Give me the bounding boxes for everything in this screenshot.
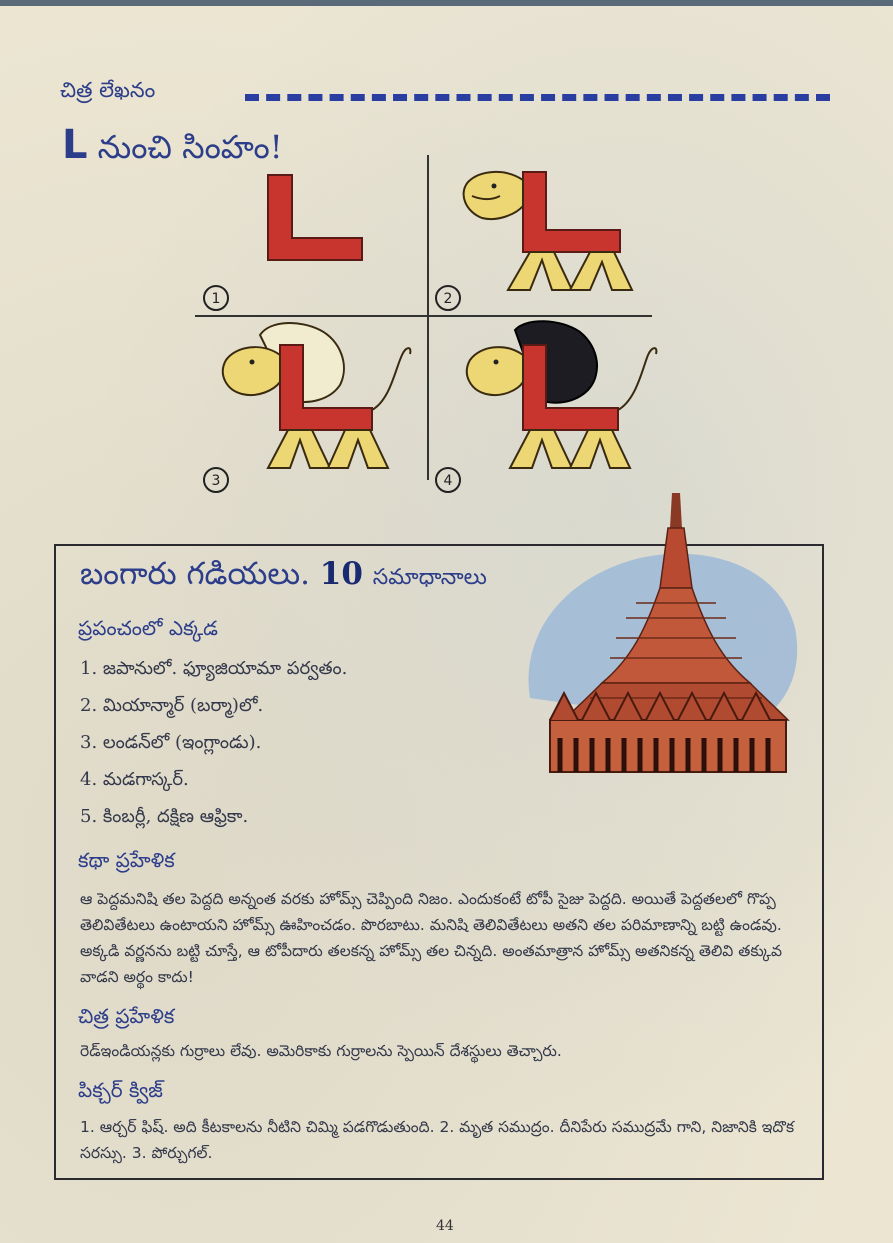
drawing-title-text: నుంచి సింహం! [97,128,283,166]
lion-drawing-steps [190,150,660,500]
drawing-title-letter: L [62,122,88,168]
story-puzzle-heading: కథా ప్రహేళిక [78,848,175,872]
page-number: 44 [436,1218,454,1234]
story-puzzle-text: ఆ పెద్దమనిషి తల పెద్దది అన్నంత వరకు హోమ్స్ చెప్పింది నిజం. ఎందుకంటే టోపీ సైజు పెద్దది. అయితే పెద్దతలలో గొప్ప తెలివితేటలు ఉంటాయని హోమ్స్ ఊహించడం. పొరబాటు. మనిషి తెలివితేటలు అతని తల పరిమాణాన్ని బట్టి ఉండవు. అక్కడి వర్ణనను బట్టి చూస్తే, ఆ టోపీదారు తలకన్న హోమ్స్ తల చిన్నది. అంతమాత్రాన హోమ్స్ అతనికన్న తెలివి తక్కువ వాడని అర్థం కాదు! [80,890,783,986]
step-3-number: 3 [211,473,221,489]
list-item: 2. మియాన్మార్ (బర్మా)లో. [80,695,264,716]
pagoda-illustration [520,488,800,788]
step-2-lion-outline [464,172,632,290]
answers-title [80,556,487,599]
section-label: చిత్ర లేఖనం [60,78,156,102]
picture-puzzle-heading: చిత్ర ప్రహేళిక [78,1004,175,1028]
section-dashed-rule [245,94,830,101]
answers-title-suffix: సమాధానాలు [372,565,487,590]
list-item: 5. కింబర్లీ, దక్షిణ ఆఫ్రికా. [80,806,249,827]
list-item: 3. లండన్‌లో (ఇంగ్లాండు). [80,732,262,753]
answers-title-main: బంగారు గడియలు. [80,556,310,592]
step-2-number: 2 [443,291,453,307]
step-4-finished-lion [467,321,657,468]
step-4-number: 4 [443,473,453,489]
list-item: 1. జపానులో. ఫ్యూజియామా పర్వతం. [80,658,348,679]
picture-quiz-text: 1. ఆర్చర్ ఫిష్. అది కీటకాలను నీటిని చిమ్మి పడగొడుతుంది. 2. మృత సముద్రం. దీనిపేరు సముద్రమే గాని, నిజానికి ఇదొక సరస్సు. 3. పోర్చుగల్. [80,1118,795,1162]
step-1-number: 1 [211,291,221,307]
answers-title-number: 10 [319,556,363,592]
top-edge [0,0,893,6]
step-1-letter-l [268,175,362,260]
where-in-world-list [80,654,347,839]
list-item: 4. మడగాస్కర్. [80,769,189,790]
where-in-world-heading: ప్రపంచంలో ఎక్కడ [78,616,218,640]
picture-quiz-heading: పిక్చర్ క్విజ్ [78,1078,163,1102]
picture-puzzle-text: రెడ్‌ఇండియన్లకు గుర్రాలు లేవు. అమెరికాకు గుర్రాలను స్పెయిన్ దేశస్థులు తెచ్చారు. [80,1042,562,1060]
step-3-lion-mane [223,323,411,468]
